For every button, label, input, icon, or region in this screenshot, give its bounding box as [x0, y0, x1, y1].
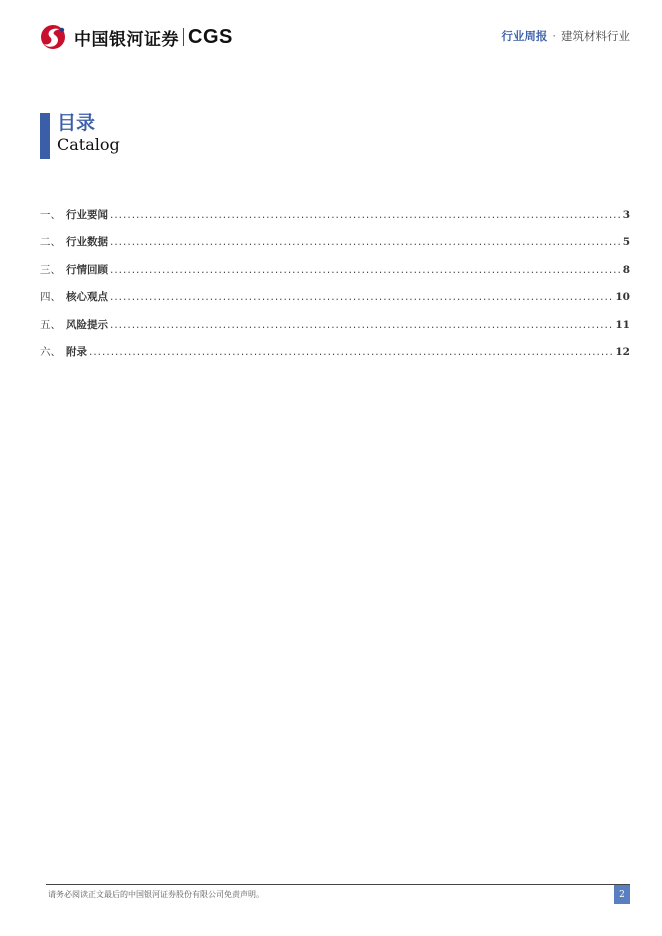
toc-entry-number: 四、: [40, 291, 61, 304]
footer-divider: [46, 884, 630, 885]
toc-leader-dots: [110, 209, 621, 221]
toc-entry-number: 五、: [40, 318, 61, 331]
section-title-en: Catalog: [57, 135, 120, 154]
toc-leader-dots: [110, 264, 621, 276]
toc-entry-label: 行情回顾: [66, 263, 108, 276]
toc-entry[interactable]: [40, 344, 630, 371]
logo-text-cn: 中国银河证券: [74, 29, 179, 50]
toc-entry-label: 附录: [66, 345, 87, 358]
section-title-bar: [40, 113, 50, 159]
toc-entry-number: 二、: [40, 236, 61, 249]
toc-entry-label: 行业数据: [66, 236, 108, 249]
toc-entry-label: 风险提示: [66, 318, 108, 331]
toc-entry-page: 8: [622, 263, 630, 276]
section-title-cn: 目录: [57, 112, 96, 134]
toc-leader-dots: [110, 319, 613, 331]
toc-entry-label: 行业要闻: [66, 209, 108, 221]
logo-divider: [183, 28, 184, 46]
company-logo: [40, 24, 233, 50]
toc-entry-page: 10: [615, 291, 630, 304]
toc-entry-number: 六、: [40, 345, 61, 358]
toc-entry-number: 一、: [40, 209, 61, 221]
toc-entry[interactable]: [40, 234, 630, 261]
toc-entry-number: 三、: [40, 263, 61, 276]
report-header-label: [501, 28, 630, 44]
toc-entry[interactable]: [40, 262, 630, 289]
cgs-logo-icon: [40, 24, 70, 50]
toc-entry-label: 核心观点: [66, 291, 108, 304]
toc-entry-page: 5: [622, 236, 630, 249]
header-separator: ·: [552, 29, 556, 43]
toc-leader-dots: [110, 236, 621, 248]
table-of-contents: [40, 207, 630, 371]
toc-entry-page: 11: [615, 318, 630, 331]
page-number: 2: [614, 885, 630, 904]
toc-entry[interactable]: [40, 317, 630, 344]
footer-disclaimer: 请务必阅读正文最后的中国银河证券股份有限公司免责声明。: [48, 890, 264, 899]
industry-name: 建筑材料行业: [561, 29, 630, 43]
logo-text-en: CGS: [188, 25, 233, 48]
toc-entry-page: 3: [622, 209, 630, 221]
report-type: 行业周报: [501, 29, 548, 43]
toc-entry[interactable]: [40, 289, 630, 316]
toc-entry-page: 12: [615, 345, 630, 358]
toc-leader-dots: [110, 291, 613, 303]
toc-entry[interactable]: [40, 207, 630, 234]
toc-leader-dots: [89, 346, 613, 358]
